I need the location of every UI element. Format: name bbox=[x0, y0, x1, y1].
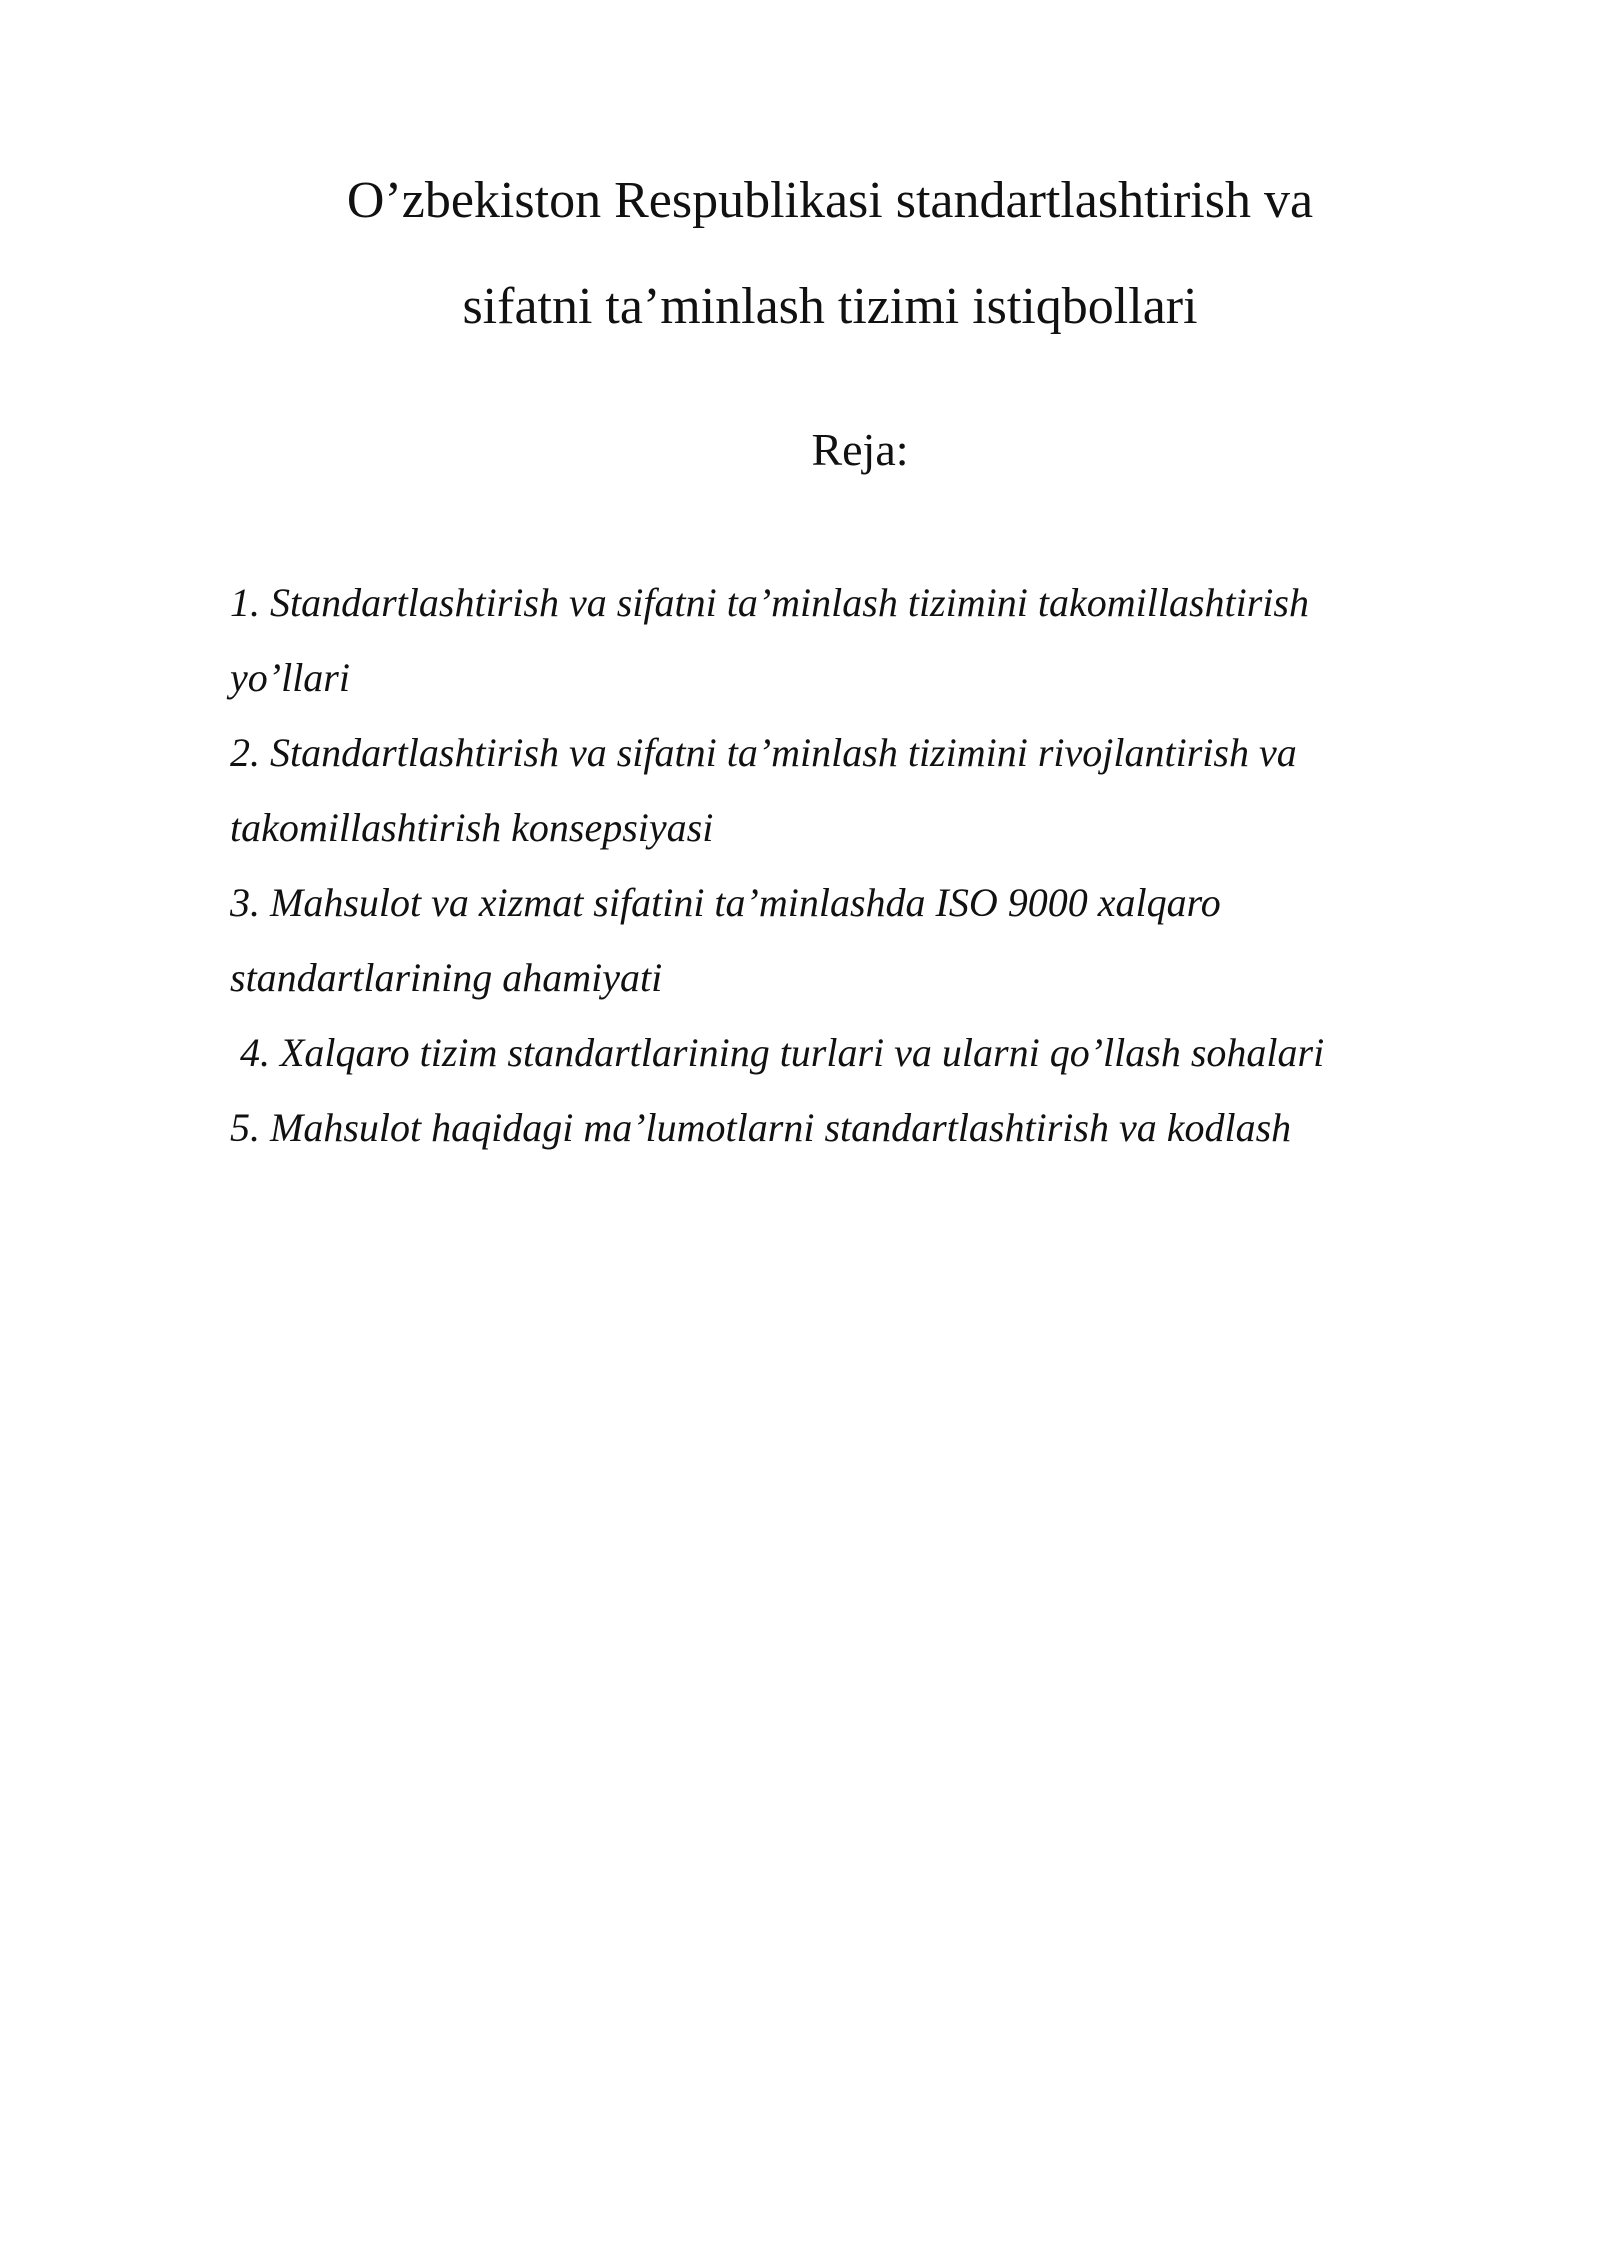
document-title-line: sifatni ta’minlash tizimi istiqbollari bbox=[462, 278, 1198, 335]
plan-item-3 bbox=[230, 865, 1460, 1015]
plan-list bbox=[230, 565, 1460, 1165]
plan-item-4 bbox=[230, 1015, 1460, 1090]
plan-item-line: 3. Mahsulot va xizmat sifatini ta’minlashda ISO 9000 xalqaro bbox=[230, 880, 1221, 925]
plan-item-line: standartlarining ahamiyati bbox=[230, 955, 663, 1000]
plan-item-1 bbox=[230, 565, 1460, 715]
document-title bbox=[240, 148, 1420, 360]
plan-item-5 bbox=[230, 1090, 1460, 1165]
document-title-line: O’zbekiston Respublikasi standartlashtirish va bbox=[346, 172, 1314, 229]
plan-heading: Reja: bbox=[811, 424, 909, 475]
plan-item-line: 1. Standartlashtirish va sifatni ta’minlash tizimini takomillashtirish bbox=[230, 580, 1309, 625]
plan-item-line: 2. Standartlashtirish va sifatni ta’minlash tizimini rivojlantirish va bbox=[230, 730, 1297, 775]
plan-item-line: 4. Xalqaro tizim standartlarining turlari va ularni qo’llash sohalari bbox=[240, 1030, 1325, 1075]
plan-item-line: takomillashtirish konsepsiyasi bbox=[230, 805, 714, 850]
plan-item-2 bbox=[230, 715, 1460, 865]
plan-item-line: 5. Mahsulot haqidagi ma’lumotlarni standartlashtirish va kodlash bbox=[230, 1105, 1292, 1150]
plan-item-line: yo’llari bbox=[230, 655, 350, 700]
